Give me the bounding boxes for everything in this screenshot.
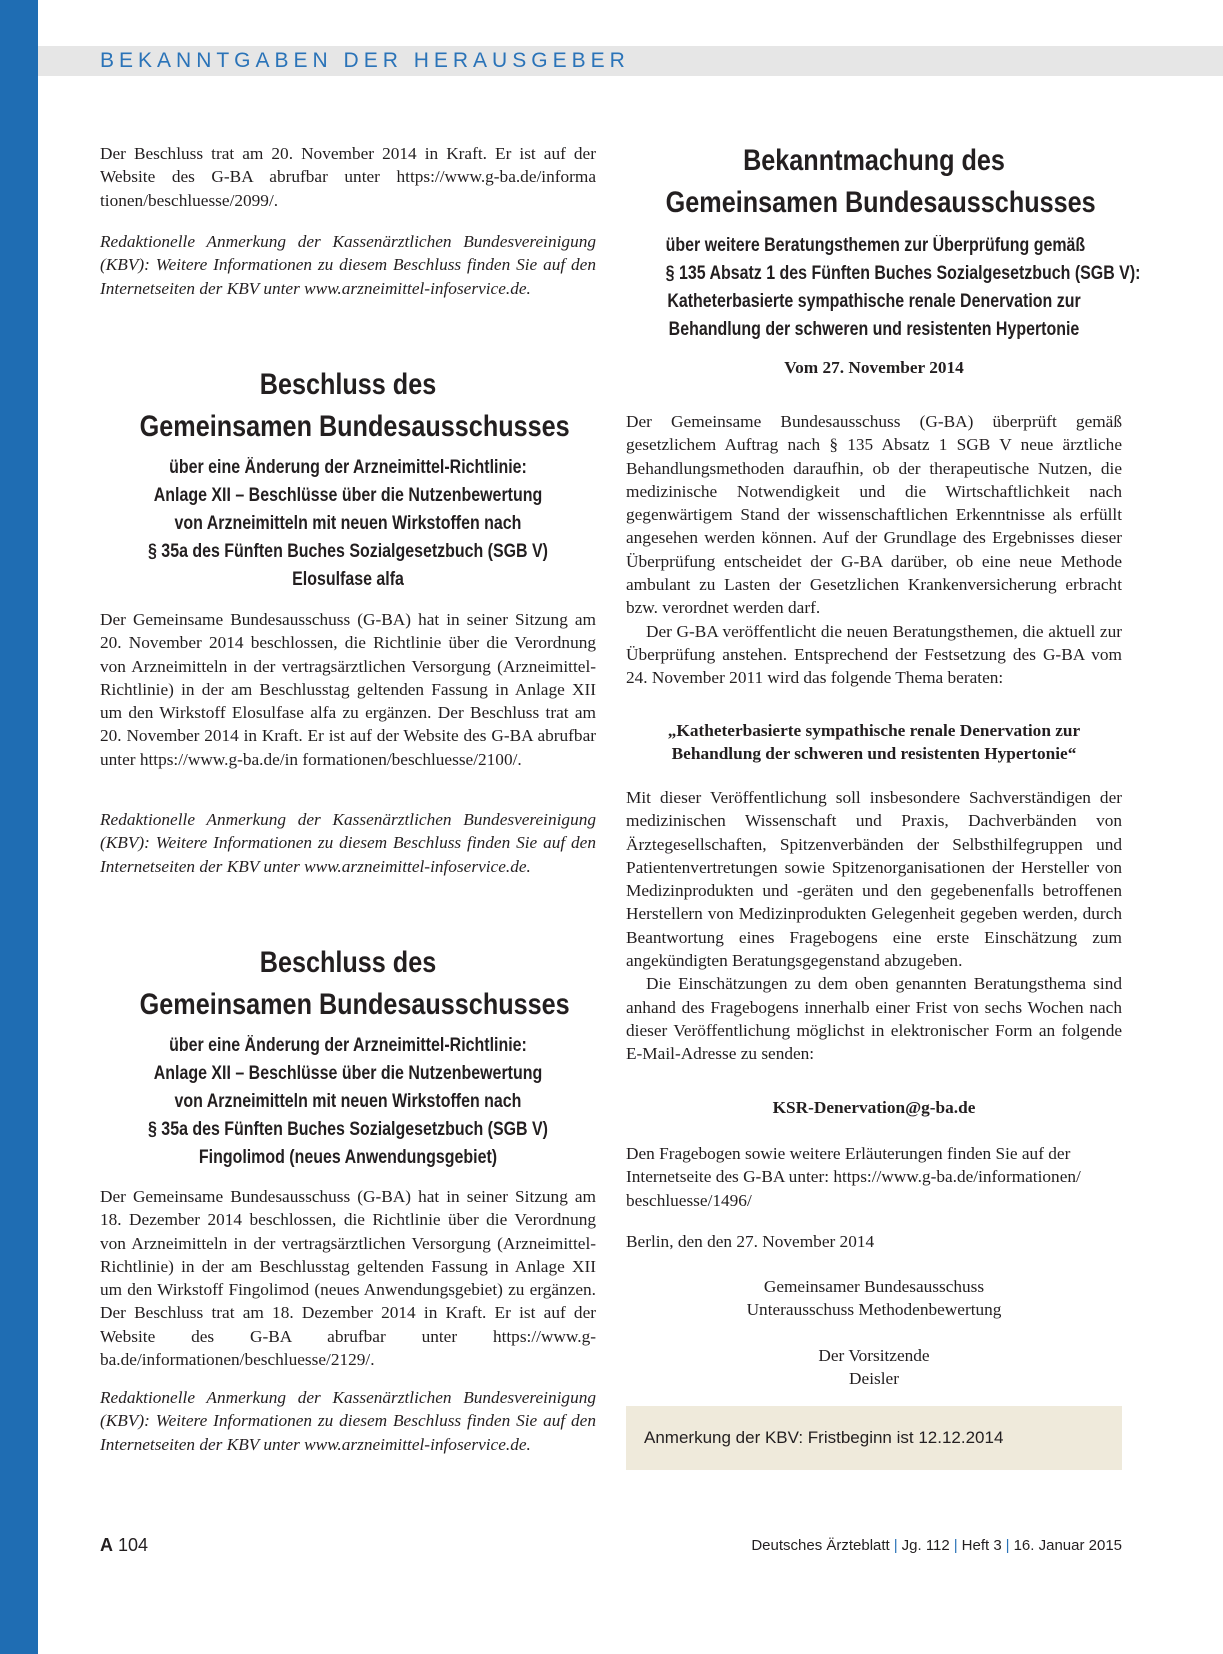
subheading-line: über eine Änderung der Arzneimittel-Richtlinie:	[169, 1035, 527, 1056]
issue-date: 16. Januar 2015	[1013, 1537, 1122, 1554]
kbv-note-box	[626, 1406, 1122, 1470]
heading-title: Gemeinsamen Bundesausschusses	[139, 410, 570, 443]
heading-title: Bekanntmachung des	[743, 144, 1005, 177]
subheading-line: über eine Änderung der Arzneimittel-Richtlinie:	[169, 457, 527, 478]
subheading-line: § 135 Absatz 1 des Fünften Buches Sozialgesetzbuch (SGB V):	[665, 263, 1141, 284]
announcement-body	[626, 410, 1122, 690]
separator: |	[1005, 1537, 1010, 1554]
quote-line: Behandlung der schweren und resistenten Hypertonie“	[671, 744, 1077, 764]
body-text: Der Gemeinsame Bundesausschuss (G-BA) hat in seiner Sitzung am 18. Dezember 2014 beschlossen, die Richtlinie über die Verordnung von Arzneimitteln in der vertragsärztlichen Versorgung (Arzneimittel-Richtlinie) in der am Beschlusstag geltenden Fassung in Anlage XII um den Wirkstoff Fingolimod (neues Anwendungsgebiet) zu ergänzen. Der Beschluss trat am 18. Dezember 2014 in Kraft. Er ist auf der Website des G-BA abrufbar unter https://www.g-ba.de/informationen/beschluesse/2129/.	[100, 1187, 596, 1370]
kbv-note-text: Anmerkung der KBV: Fristbeginn ist 12.12.2014	[644, 1428, 1004, 1447]
page-prefix: A	[100, 1535, 113, 1555]
signature-block	[626, 1275, 1122, 1390]
body-paragraph: Der G-BA veröffentlicht die neuen Beratungsthemen, die aktuell zur Überprüfung anstehen. Entsprechend der Festsetzung des G-BA vom 24. November 2011 wird das folgende Thema beraten:	[626, 621, 1122, 688]
subheading-line: Fingolimod (neues Anwendungsgebiet)	[198, 1147, 498, 1168]
body-paragraph: Der Gemeinsame Bundesausschuss (G-BA) überprüft gemäß gesetzlichem Auftrag nach § 135 Absatz 1 SGB V neue ärztliche Behandlungsmethoden daraufhin, ob der therapeutische Nutzen, die medizinische Notwendigkeit und die Wirtschaftlichkeit nach gegenwärtigem Stand der wissenschaftlichen Erkenntnisse als erfüllt angesehen werden können. Auf der Grundlage des Ergebnisses dieser Überprüfung entscheidet der G-BA darüber, ob eine neue Methode ambulant zu Lasten der Gesetzlichen Krankenversicherung erbracht bzw. verordnet werden darf.	[626, 412, 1122, 618]
contact-email	[626, 1096, 1122, 1119]
quote-line: „Katheterbasierte sympathische renale Denervation zur	[667, 721, 1081, 740]
topic-quote	[626, 719, 1122, 766]
subheading-line: § 35a des Fünften Buches Sozialgesetzbuch (SGB V)	[148, 1119, 548, 1140]
body-paragraph: Die Einschätzungen zu dem oben genannten Beratungsthema sind anhand des Fragebogens innerhalb einer Frist von sechs Wochen nach dieser Veröffentlichung möglichst in elektronischer Form an folgende E-Mail-Adresse zu senden:	[626, 974, 1122, 1064]
note-text: Redaktionelle Anmerkung der Kassenärztlichen Bundesvereinigung (KBV): Weitere Informationen zu diesem Beschluss finden Sie auf den Internetseiten der KBV unter www.arzneimittel-infoservice.de.	[100, 1388, 596, 1454]
heading-title: Gemeinsamen Bundesausschusses	[665, 186, 1096, 219]
signature-line: Unterausschuss Methodenbewertung	[746, 1300, 1002, 1320]
questionnaire-info	[626, 1142, 1122, 1212]
section-title: BEKANNTGABEN DER HERAUSGEBER	[100, 49, 630, 72]
publication-info	[751, 1537, 1122, 1554]
heading-title: Beschluss des	[259, 946, 437, 979]
subheading-line: Katheterbasierte sympathische renale Denervation zur	[667, 291, 1081, 312]
separator: |	[953, 1537, 958, 1554]
signature-line: Deisler	[849, 1368, 899, 1388]
subheading-line: Behandlung der schweren und resistenten Hypertonie	[668, 319, 1080, 340]
subheading-line: über weitere Beratungsthemen zur Überprüfung gemäß	[665, 235, 1086, 256]
subheading-line: § 35a des Fünften Buches Sozialgesetzbuch (SGB V)	[148, 541, 548, 562]
separator: |	[893, 1537, 898, 1554]
editorial-note-1	[100, 230, 596, 300]
signature-line: Der Vorsitzende	[818, 1345, 930, 1365]
subheading-line: Anlage XII – Beschlüsse über die Nutzenbewertung	[153, 1063, 543, 1084]
resolution-body-2	[100, 1185, 596, 1371]
intro-paragraph	[100, 142, 596, 212]
heading-title: Beschluss des	[259, 368, 437, 401]
resolution-heading-2	[100, 942, 596, 1026]
announcement-body-2	[626, 786, 1122, 1066]
email-address: KSR-Denervation@g-ba.de	[772, 1098, 976, 1117]
announcement-heading	[626, 140, 1122, 224]
resolution-subheading-1	[100, 454, 596, 594]
editorial-note-3	[100, 1386, 596, 1456]
subheading-line: von Arzneimitteln mit neuen Wirkstoffen nach	[174, 1091, 522, 1112]
page-number-value: 104	[118, 1535, 149, 1555]
note-text: Redaktionelle Anmerkung der Kassenärztlichen Bundesvereinigung (KBV): Weitere Informationen zu diesem Beschluss finden Sie auf den Internetseiten der KBV unter www.arzneimittel-infoservice.de.	[100, 232, 596, 298]
volume: Jg. 112	[901, 1537, 950, 1554]
intro-text: Der Beschluss trat am 20. November 2014 in Kraft. Er ist auf der Website des G-BA abrufbar unter https://www.g-ba.de/informa tionen/beschluesse/2099/.	[100, 144, 596, 210]
page-number	[100, 1535, 148, 1556]
heading-title: Gemeinsamen Bundesausschusses	[139, 988, 570, 1021]
note-text: Redaktionelle Anmerkung der Kassenärztlichen Bundesvereinigung (KBV): Weitere Informationen zu diesem Beschluss finden Sie auf den Internetseiten der KBV unter www.arzneimittel-infoservice.de.	[100, 810, 596, 876]
place-date-text: Berlin, den den 27. November 2014	[626, 1232, 875, 1251]
subheading-line: Elosulfase alfa	[292, 569, 404, 590]
left-color-bar	[0, 0, 38, 1654]
body-text: Der Gemeinsame Bundesausschuss (G-BA) hat in seiner Sitzung am 20. November 2014 beschlossen, die Richtlinie über die Verordnung von Arzneimitteln in der vertragsärztlichen Versorgung (Arzneimittel-Richtlinie) in der am Beschlusstag geltenden Fassung in Anlage XII um den Wirkstoff Elosulfase alfa zu ergänzen. Der Beschluss trat am 20. November 2014 in Kraft. Er ist auf der Website des G-BA abrufbar unter https://www.g-ba.de/in formationen/beschluesse/2100/.	[100, 610, 596, 769]
section-header	[38, 46, 1223, 76]
journal-name: Deutsches Ärzteblatt	[751, 1537, 890, 1554]
editorial-note-2	[100, 808, 596, 878]
announcement-date: Vom 27. November 2014	[784, 358, 964, 377]
signature-line: Gemeinsamer Bundesausschuss	[763, 1277, 985, 1296]
resolution-subheading-2	[100, 1032, 596, 1172]
subheading-line: von Arzneimitteln mit neuen Wirkstoffen nach	[174, 513, 522, 534]
announcement-subheading	[626, 232, 1141, 344]
resolution-heading-1	[100, 364, 596, 448]
body-paragraph: Mit dieser Veröffentlichung soll insbesondere Sachverständigen der medizinischen Wissenschaft und Praxis, Dachverbänden von Ärztegesellschaften, Spitzenverbänden der Selbsthilfegruppen und Patientenvertretungen sowie Spitzenorganisationen der Hersteller von Medizinprodukten und -geräten und den gegebenenfalls betroffenen Herstellern von Medizinprodukten Gelegenheit gegeben werden, durch Beantwortung eines Fragebogens eine erste Einschätzung zum angekündigten Beratungsgegenstand abzugeben.	[626, 788, 1122, 971]
place-date	[626, 1230, 1122, 1253]
resolution-body-1	[100, 608, 596, 771]
subheading-line: Anlage XII – Beschlüsse über die Nutzenbewertung	[153, 485, 543, 506]
issue: Heft 3	[961, 1537, 1002, 1554]
body-paragraph: Den Fragebogen sowie weitere Erläuterungen finden Sie auf der Internetseite des G-BA unter: https://www.g-ba.de/informationen/ beschluesse/1496/	[626, 1144, 1081, 1210]
